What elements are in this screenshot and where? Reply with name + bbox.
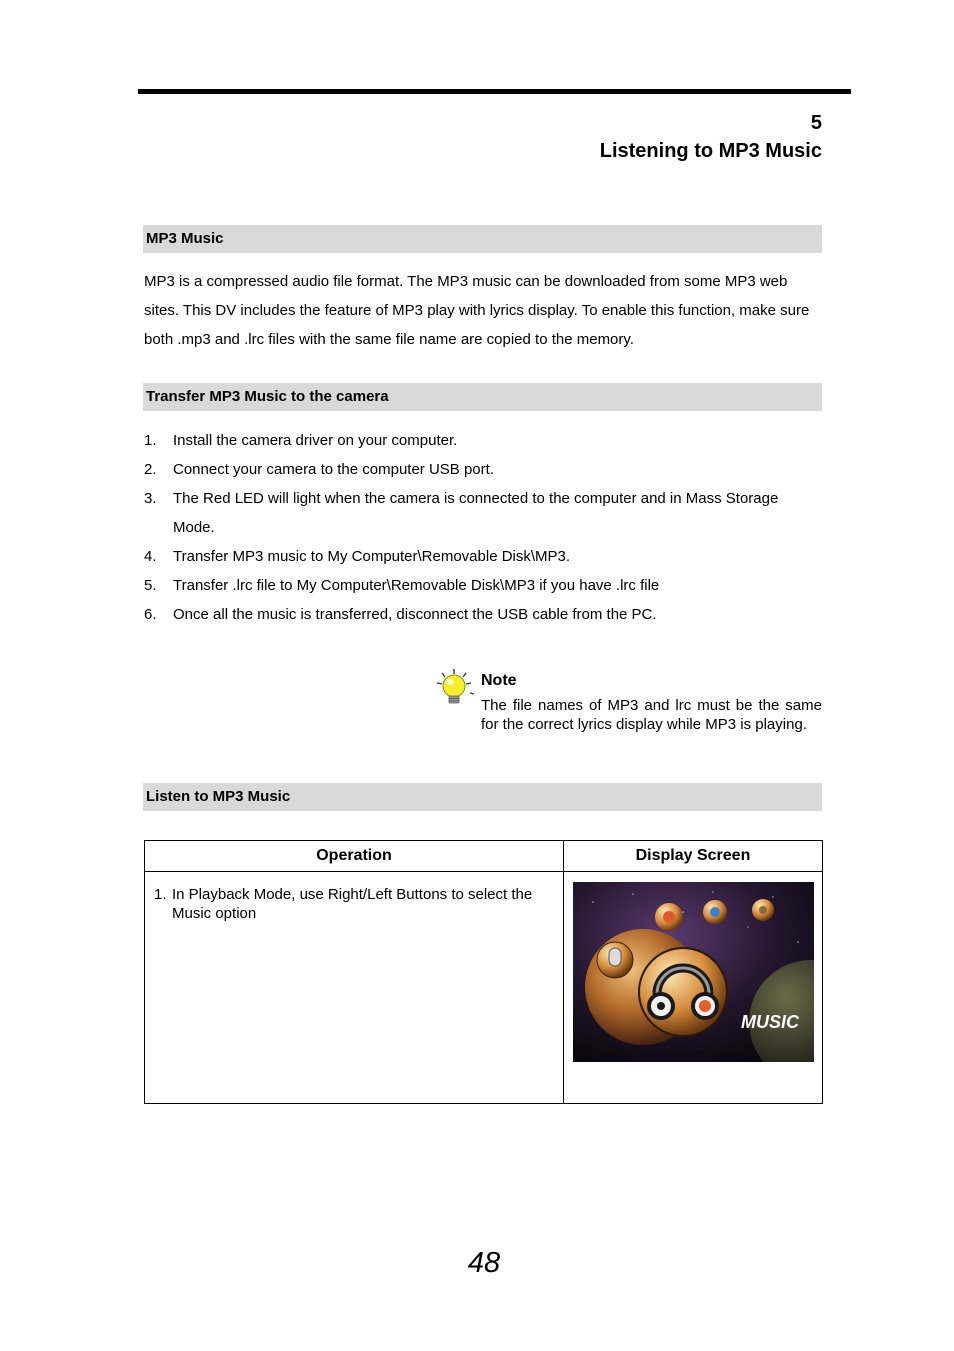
note-body: The file names of MP3 and lrc must be the same for the correct lyrics display while MP3 is playing. [481, 697, 822, 733]
chapter-number: 5 [810, 112, 822, 134]
display-screen-column-header: Display Screen [564, 841, 823, 872]
step-number: 4. [144, 548, 157, 565]
list-item [144, 455, 824, 484]
lightbulb-icon [434, 667, 478, 709]
step-text: Transfer MP3 music to My Computer\Removable Disk\MP3. [173, 548, 571, 565]
operation-number: 1. [154, 886, 167, 903]
list-item [144, 484, 824, 542]
transfer-steps-list [144, 426, 824, 629]
top-rule [138, 89, 851, 94]
display-screen-cell [564, 872, 823, 1104]
music-menu-screenshot [573, 882, 814, 1062]
step-number: 3. [144, 490, 157, 507]
list-item [144, 542, 824, 571]
operation-column-header: Operation [145, 841, 564, 872]
step-number: 1. [144, 432, 157, 449]
step-number: 6. [144, 606, 157, 623]
step-text: Install the camera driver on your computer. [173, 432, 458, 449]
step-text: Once all the music is transferred, disconnect the USB cable from the PC. [173, 606, 657, 623]
page-number: 48 [467, 1247, 501, 1279]
section-heading-listen: Listen to MP3 Music [143, 783, 822, 811]
step-text: Transfer .lrc file to My Computer\Removable Disk\MP3 if you have .lrc file [173, 577, 660, 594]
list-item [144, 571, 824, 600]
list-item [144, 426, 824, 455]
mp3-intro-paragraph: MP3 is a compressed audio file format. The MP3 music can be downloaded from some MP3 web sites. This DV includes the feature of MP3 play with lyrics display. To enable this function, make sure both .mp3 and .lrc files with the same file name are copied to the memory. [144, 273, 810, 348]
table-row [145, 872, 823, 1104]
operation-cell [145, 872, 564, 1104]
operation-table [144, 840, 823, 1104]
step-text: Connect your camera to the computer USB port. [173, 461, 494, 478]
step-text: The Red LED will light when the camera is connected to the computer and in Mass Storage Mode. [173, 490, 779, 536]
table-header-row [145, 841, 823, 872]
list-item [144, 600, 824, 629]
chapter-title: Listening to MP3 Music [599, 140, 822, 162]
step-number: 5. [144, 577, 157, 594]
step-number: 2. [144, 461, 157, 478]
operation-text: In Playback Mode, use Right/Left Buttons to select the Music option [172, 886, 533, 922]
section-heading-mp3-music: MP3 Music [143, 225, 822, 253]
music-label: MUSIC [741, 1012, 799, 1032]
note-heading: Note [481, 672, 517, 689]
section-heading-transfer: Transfer MP3 Music to the camera [143, 383, 822, 411]
